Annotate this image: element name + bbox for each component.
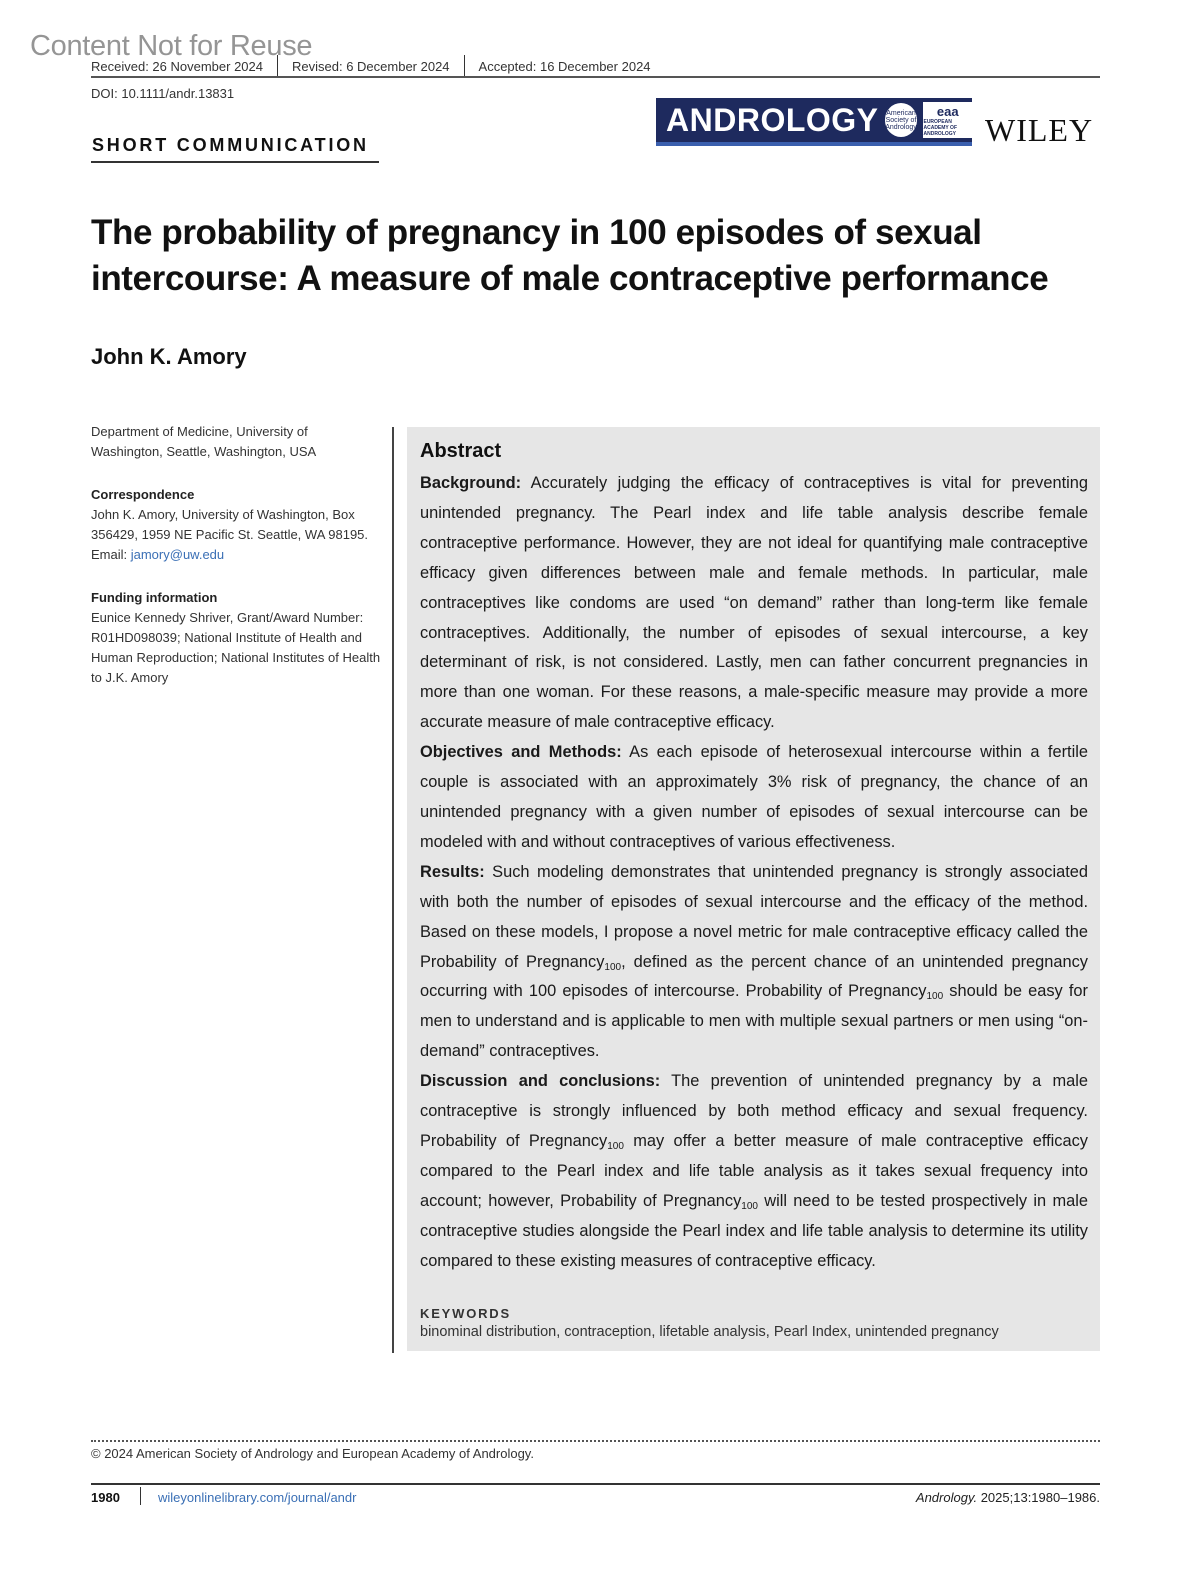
- citation-journal: Andrology.: [915, 1490, 978, 1505]
- journal-url-link[interactable]: wileyonlinelibrary.com/journal/andr: [158, 1490, 357, 1505]
- discussion-text: may offer a better measure of male contraceptive efficacy compared to the Pearl index and life table analysis as it takes sexual frequency into account; however, Probability of Pregnancy: [420, 1131, 1088, 1210]
- funding-block: [91, 588, 381, 688]
- publisher-logo[interactable]: WILEY: [985, 112, 1094, 148]
- subscript: 100: [926, 991, 944, 1003]
- revised-date: Revised: 6 December 2024: [292, 58, 450, 74]
- results-label: Results:: [420, 862, 485, 881]
- citation-details: 2025;13:1980–1986.: [977, 1490, 1100, 1505]
- page-number: 1980: [91, 1490, 120, 1505]
- abstract-methods: [420, 738, 1088, 858]
- email-label: Email:: [91, 547, 131, 562]
- methods-text: As each episode of heterosexual intercourse within a fertile couple is associated with an approximately 3% risk of pregnancy, the chance of an unintended pregnancy with a given number of episodes of sexual intercourse can be modeled with and without contraceptives of various effectiveness.: [420, 743, 1088, 851]
- results-text: Such modeling demonstrates that unintended pregnancy is strongly associated with both the number of episodes of sexual intercourse and the efficacy of the method. Based on these models, I propose a novel metric for male contraceptive efficacy called the Probability of Pregnancy: [420, 862, 1088, 971]
- correspondence-text: John K. Amory, University of Washington, Box 356429, 1959 NE Pacific St. Seattle, WA 98195.: [91, 507, 369, 542]
- funding-heading: Funding information: [91, 590, 218, 605]
- subscript: 100: [741, 1200, 758, 1212]
- author-name[interactable]: John K. Amory: [91, 344, 247, 369]
- abstract-heading: Abstract: [420, 440, 502, 462]
- abstract-background: [420, 469, 1088, 738]
- discussion-text: The prevention of unintended pregnancy by a male contraceptive is strongly influenced by both method efficacy and sexual frequency. Probability of Pregnancy: [420, 1072, 1088, 1150]
- abstract-results: [420, 858, 1088, 1067]
- funding-text: Eunice Kennedy Shriver, Grant/Award Number: R01HD098039; National Institute of Health and Human Reproduction; National Institutes of Health to J.K. Amory: [91, 610, 381, 685]
- sidebar-divider: [392, 427, 394, 1353]
- header-rule: [91, 76, 1100, 78]
- background-text: Accurately judging the efficacy of contraceptives is vital for preventing unintended pregnancy. The Pearl index and life table analysis describe female contraceptive performance. However, they are not ideal for quantifying male contraceptive efficacy given differences between male and female methods. In particular, male contraceptives like condoms are used “on demand” rather than long-term like female contraceptives. Additionally, the number of episodes of sexual intercourse, a key determinant of risk, is not considered. Lastly, men can father concurrent pregnancies in more than one woman. For these reasons, a male-specific measure may provide a more accurate measure of male contraceptive efficacy.: [420, 474, 1088, 732]
- subscript: 100: [604, 961, 622, 973]
- citation: [916, 1490, 1100, 1505]
- doi[interactable]: DOI: 10.1111/andr.13831: [91, 86, 235, 101]
- methods-label: Objectives and Methods:: [420, 743, 622, 762]
- abstract-discussion: [420, 1067, 1088, 1276]
- accepted-date: Accepted: 16 December 2024: [478, 58, 651, 74]
- keywords-list: binominal distribution, contraception, lifetable analysis, Pearl Index, unintended pregnancy: [420, 1324, 999, 1341]
- footer-divider: [140, 1487, 141, 1505]
- footer-dotted-rule: [91, 1440, 1100, 1442]
- history-divider: [464, 55, 465, 77]
- email-line: [91, 545, 381, 565]
- discussion-label: Discussion and conclusions:: [420, 1072, 661, 1091]
- eaa-logo-text: eaa: [936, 103, 959, 119]
- affiliation: Department of Medicine, University of Washington, Seattle, Washington, USA: [91, 424, 317, 459]
- correspondence-block: [91, 485, 381, 565]
- keywords-heading: KEYWORDS: [420, 1306, 511, 1322]
- email-link[interactable]: jamory@uw.edu: [130, 547, 225, 562]
- background-label: Background:: [420, 474, 522, 492]
- results-text: , defined as the percent chance of an unintended pregnancy occurring with 100 episodes of intercourse. Probability of Pregnancy: [420, 952, 1088, 1001]
- copyright: © 2024 American Society of Andrology and European Academy of Andrology.: [91, 1446, 534, 1461]
- author-info-sidebar: [91, 422, 381, 711]
- correspondence-heading: Correspondence: [91, 487, 195, 502]
- footer-rule: [91, 1483, 1100, 1485]
- received-date: Received: 26 November 2024: [91, 58, 263, 74]
- article-type-underline: [91, 161, 379, 163]
- subscript: 100: [607, 1140, 624, 1152]
- discussion-text: will need to be tested prospectively in male contraceptive studies alongside the Pearl index and life table analysis to determine its utility compared to these existing measures of contraceptive efficacy.: [420, 1191, 1088, 1270]
- eaa-logo-subtext: EUROPEAN ACADEMY OF ANDROLOGY: [923, 118, 958, 137]
- article-title: The probability of pregnancy in 100 episodes of sexual intercourse: A measure of male contraceptive performance: [91, 213, 1049, 298]
- results-text: should be easy for men to understand and is applicable to men with multiple sexual partners or men using “on-demand” contraceptives.: [420, 982, 1089, 1061]
- eaa-logo-icon: [923, 102, 972, 138]
- society-seal-icon: American Society of Andrology: [885, 103, 918, 137]
- article-type: SHORT COMMUNICATION: [92, 135, 369, 155]
- journal-logo[interactable]: [656, 98, 972, 146]
- watermark: Content Not for Reuse: [30, 30, 313, 62]
- journal-name: ANDROLOGY: [666, 101, 879, 138]
- abstract-box: [407, 427, 1100, 1351]
